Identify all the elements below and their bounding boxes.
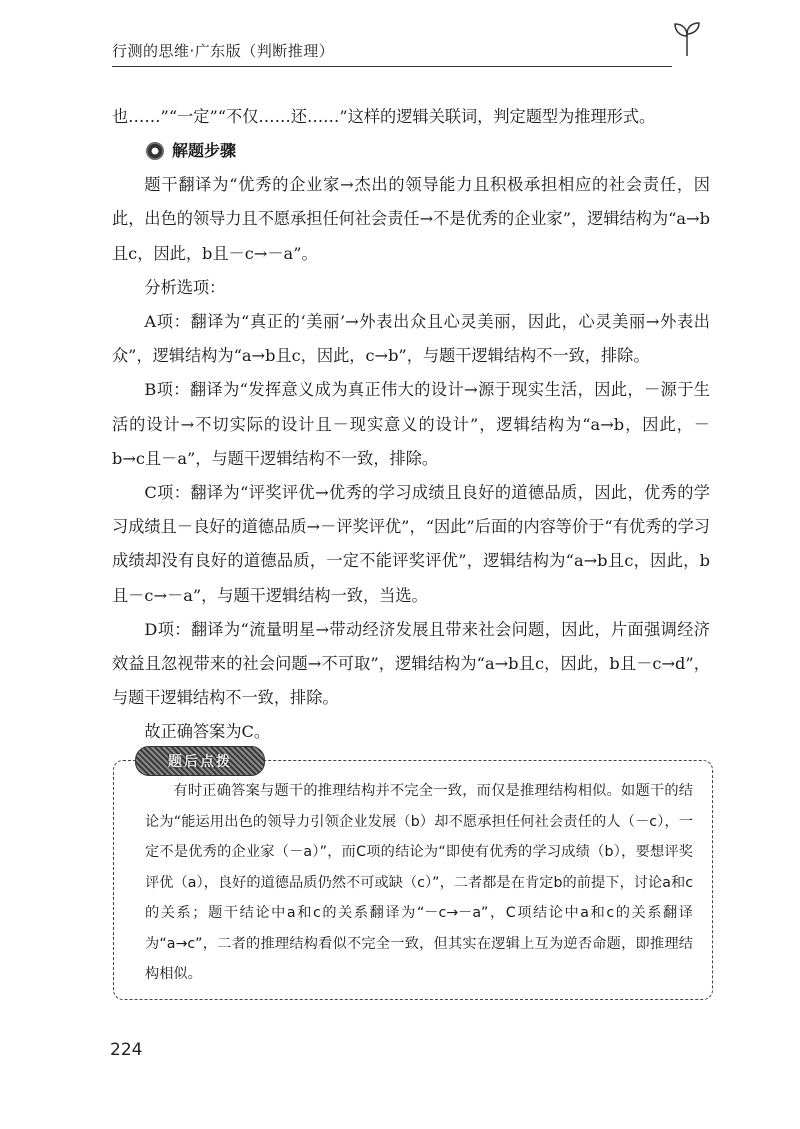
paragraph-option-c: C项：翻译为“评奖评优→优秀的学习成绩且良好的道德品质，因此，优秀的学习成绩且－良好的道德品质→－评奖评优”，“因此”后面的内容等价于“有优秀的学习成绩却没有良好的道德品质，一定不能评奖评优”，逻辑结构为“a→b且c，因此，b且－c→－a”，与题干逻辑结构一致，当选。 [112, 483, 710, 605]
header-rule [112, 66, 672, 67]
paragraph-option-a: A项：翻译为“真正的‘美丽’→外表出众且心灵美丽，因此，心灵美丽→外表出众”，逻辑结构为“a→b且c，因此，c→b”，与题干逻辑结构不一致，排除。 [112, 312, 710, 366]
running-header-title: 行测的思维·广东版（判断推理） [112, 42, 335, 60]
main-content [112, 100, 710, 750]
paragraph-option-d: D项：翻译为“流量明星→带动经济发展且带来社会问题，因此，片面强调经济效益且忽视带来的社会问题→不可取”，逻辑结构为“a→b且c，因此，b且－c→d”，与题干逻辑结构不一致，排除。 [112, 619, 710, 708]
tip-text: 有时正确答案与题干的推理结构并不完全一致，而仅是推理结构相似。如题干的结论为“能运用出色的领导力引领企业发展（b）却不愿承担任何社会责任的人（－c），一定不是优秀的企业家（－a）”，而C项的结论为“即使有优秀的学习成绩（b），要想评奖评优（a），良好的道德品质仍然不可或缺（c）”，二者都是在肯定b的前提下，讨论a和c的关系；题干结论中a和c的关系翻译为“－c→－a”，C项结论中a和c的关系翻译为“a→c”，二者的推理结构看似不完全一致，但其实在逻辑上互为逆否命题，即推理结构相似。 [145, 783, 693, 982]
section-heading-text: 解题步骤 [172, 141, 237, 161]
intro-line: 也……”“一定”“不仅……还……”这样的逻辑关联词，判定题型为推理形式。 [112, 107, 656, 126]
running-header [112, 32, 712, 68]
tip-badge [135, 746, 265, 776]
paragraph-question-translation: 题干翻译为“优秀的企业家→杰出的领导能力且积极承担相应的社会责任，因此，出色的领导力且不愿承担任何社会责任→不是优秀的企业家”，逻辑结构为“a→b且c，因此，b且－c→－a”。 [112, 175, 710, 263]
tip-badge-label: 题后点拨 [168, 754, 232, 770]
page-number: 224 [110, 1040, 143, 1060]
section-heading [112, 134, 710, 168]
gear-bullet-icon [146, 142, 164, 160]
paragraph-analysis-label: 分析选项： [144, 277, 226, 297]
paragraph-answer: 故正确答案为C。 [144, 722, 271, 742]
paragraph-option-b: B项：翻译为“发挥意义成为真正伟大的设计→源于现实生活，因此，－源于生活的设计→不切实际的设计且－现实意义的设计”，逻辑结构为“a→b，因此，－b→c且－a”，与题干逻辑结构不一致，排除。 [112, 380, 710, 468]
sprout-icon [667, 18, 707, 58]
